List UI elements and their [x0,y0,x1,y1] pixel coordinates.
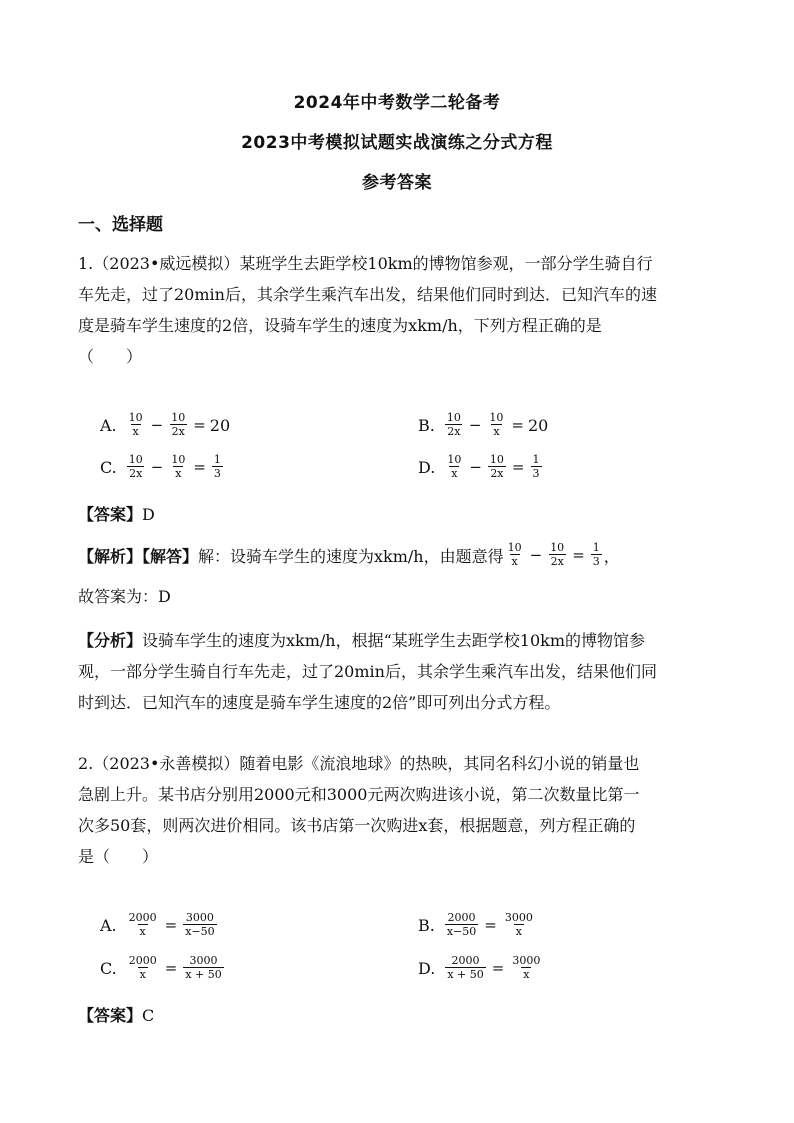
numerator: 10 [489,453,504,466]
question-2-stem [78,748,728,872]
denominator: x [139,925,146,938]
q1-conclusion: 故答案为：D [78,587,171,606]
minus-sign: − [469,458,482,476]
option-letter: C. [100,457,117,477]
numerator: 3000 [185,911,214,924]
section-heading-choice: 一、选择题 [78,215,163,235]
numerator: 10 [447,453,462,466]
minus-sign: − [150,416,164,434]
equals-sign: = [193,416,206,434]
doc-title: 2024年中考数学二轮备考 [293,93,501,113]
answer-tag: 【答案】 [78,505,143,524]
q1-line-1: 1.（2023•威远模拟）某班学生去距学校10km的博物馆参观，一部分学生骑自行 [78,254,653,273]
equals-sign: = [484,916,497,934]
doc-answer-heading: 参考答案 [362,173,432,193]
rhs-value: 20 [209,415,231,435]
equals-sign: = [164,959,178,977]
option-letter: A. [100,415,117,435]
fraction [510,955,542,981]
numerator: 2000 [451,954,480,967]
fraction [487,412,505,438]
numerator: 3000 [512,954,541,967]
numerator: 10 [128,411,143,424]
denominator: x [132,425,139,438]
option-letter: D. [418,457,436,477]
denominator: x [493,425,500,438]
denominator: x [511,555,518,568]
denominator: x−50 [185,925,215,938]
denominator: 2x [550,555,564,568]
denominator: x [515,925,522,938]
q1-option-c [100,454,225,480]
option-letter: C. [100,958,117,978]
numerator: 10 [446,411,461,424]
q2-option-a [100,912,219,938]
analysis-tag: 【解析】【解答】 [78,546,199,566]
fraction [127,955,159,981]
denominator: x [139,968,146,981]
fenxi-line-1 [78,625,728,656]
fraction [127,912,159,938]
fenxi-line-2: 观，一部分学生骑自行车先走，过了20min后，其余学生乘汽车出发，结果他们同 [78,662,657,681]
fraction [445,955,485,981]
fraction [212,454,223,480]
answer-tag: 【答案】 [78,1006,143,1025]
fraction [488,454,506,480]
numerator: 10 [550,541,565,554]
q1-option-d [418,454,544,480]
option-letter: B. [418,915,435,935]
fenxi-tag: 【分析】 [78,631,143,650]
q1-line-4: （ ） [78,347,143,366]
fraction [506,542,524,568]
denominator: x [523,968,530,981]
q1-option-b [418,412,548,438]
analysis-punct: ， [603,546,620,566]
denominator: 3 [213,467,221,480]
numerator: 3000 [504,911,533,924]
q2-line-3: 次多50套，则两次进价相同。该书店第一次购进x套，根据题意，列方程正确的 [78,816,636,835]
numerator: 10 [171,453,186,466]
fraction [127,454,145,480]
option-letter: A. [100,915,117,935]
answer-value: C [142,1006,155,1025]
numerator: 2000 [128,954,157,967]
denominator: x [175,467,182,480]
answer-value: D [142,505,155,524]
denominator: 2x [447,425,461,438]
denominator: 3 [592,555,600,568]
equals-sign: = [491,959,505,977]
denominator: 2x [129,467,143,480]
question-1-stem [78,248,728,372]
numerator: 1 [592,541,600,554]
fraction [183,955,223,981]
fraction [127,412,145,438]
q2-line-1: 2.（2023•永善模拟）随着电影《流浪地球》的热映，其同名科幻小说的销量也 [78,754,640,773]
numerator: 10 [507,541,522,554]
fraction [169,454,187,480]
fenxi-text-1: 设骑车学生的速度为xkm/h，根据“某班学生去距学校10km的博物馆参 [142,631,646,650]
denominator: 3 [532,467,540,480]
fraction [548,542,566,568]
fraction [445,412,463,438]
minus-sign: − [468,416,482,434]
denominator: x [451,467,458,480]
numerator: 10 [128,453,143,466]
denominator: 2x [490,467,504,480]
numerator: 10 [489,411,504,424]
q2-answer [78,1003,154,1026]
equals-sign: = [572,546,585,564]
numerator: 1 [532,453,540,466]
doc-subtitle: 2023中考模拟试题实战演练之分式方程 [241,133,553,153]
equals-sign: = [511,416,524,434]
fraction [183,912,216,938]
option-letter: D. [418,958,436,978]
minus-sign: − [529,546,543,564]
q2-line-4: 是（ ） [78,847,159,866]
minus-sign: − [150,458,164,476]
fraction [169,412,187,438]
denominator: x + 50 [185,968,222,981]
denominator: x−50 [446,925,477,938]
option-letter: B. [418,415,435,435]
numerator: 1 [213,453,221,466]
numerator: 2000 [447,911,476,924]
q1-line-3: 度是骑车学生速度的2倍，设骑车学生的速度为xkm/h，下列方程正确的是 [78,316,602,335]
analysis-text: 解：设骑车学生的速度为xkm/h，由题意得 [198,546,504,566]
numerator: 3000 [189,954,218,967]
q1-analysis [78,542,620,568]
equals-sign: = [511,458,525,476]
q1-fenxi [78,625,728,718]
q1-line-2: 车先走，过了20min后，其余学生乘汽车出发，结果他们同时到达．已知汽车的速 [78,285,657,304]
q2-option-c [100,955,226,981]
fraction [445,912,478,938]
fraction [503,912,535,938]
rhs-value: 20 [528,415,549,435]
denominator: x + 50 [447,968,484,981]
q1-option-a [100,412,230,438]
q2-option-d [418,955,544,981]
fraction [445,454,463,480]
fraction [591,542,602,568]
fenxi-line-3: 时到达．已知汽车的速度是骑车学生速度的2倍”即可列出分式方程。 [78,693,561,712]
numerator: 2000 [128,911,157,924]
equals-sign: = [193,458,206,476]
q2-option-b [418,912,537,938]
q2-line-2: 急剧上升。某书店分别用2000元和3000元两次购进该小说，第二次数量比第一 [78,785,640,804]
q1-answer [78,502,155,525]
denominator: 2x [171,425,185,438]
equals-sign: = [164,916,178,934]
fraction [531,454,542,480]
numerator: 10 [171,411,186,424]
